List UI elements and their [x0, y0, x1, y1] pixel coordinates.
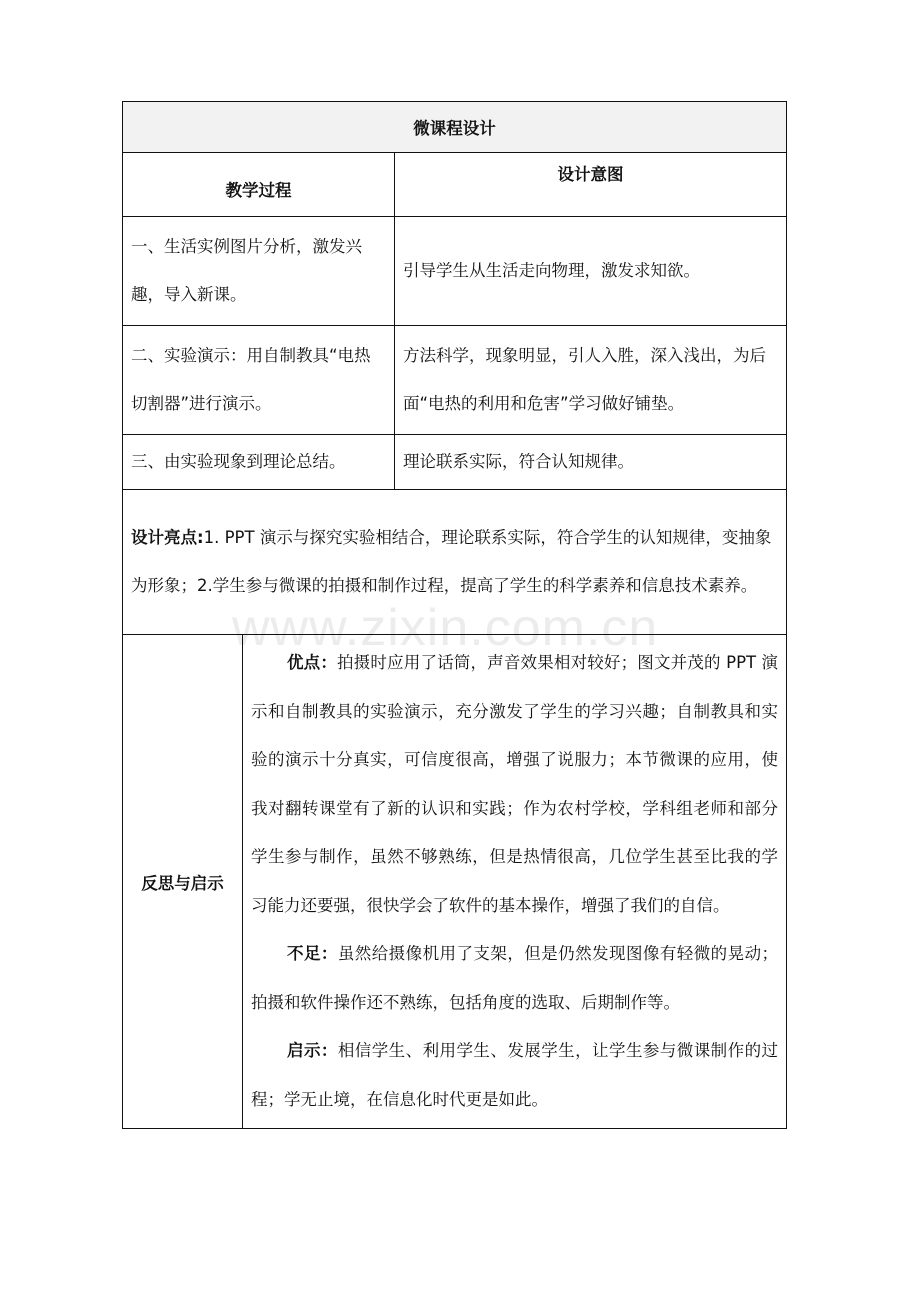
advantages-label: 优点：	[287, 653, 338, 672]
stage-cell: 一、生活实例图片分析，激发兴趣，导入新课。	[123, 217, 395, 326]
intent-cell: 方法科学，现象明显，引人入胜，深入浅出，为后面“电热的利用和危害”学习做好铺垫。	[395, 326, 787, 435]
table-title: 微课程设计	[123, 102, 787, 153]
title-row	[123, 102, 787, 153]
advantages-paragraph	[251, 639, 778, 930]
header-intent: 设计意图	[395, 153, 787, 217]
lesson-design-table	[122, 101, 787, 1129]
insights-label: 启示：	[287, 1041, 338, 1060]
stage-cell: 三、由实验现象到理论总结。	[123, 435, 395, 490]
highlights-text: 1. PPT 演示与探究实验相结合，理论联系实际，符合学生的认知规律，变抽象为形象；2.学生参与微课的拍摄和制作过程，提高了学生的科学素养和信息技术素养。	[131, 528, 772, 595]
table-row	[123, 217, 787, 326]
reflection-label: 反思与启示	[123, 635, 243, 1129]
header-row	[123, 153, 787, 217]
design-highlights	[123, 490, 787, 635]
highlights-label: 设计亮点:	[131, 528, 204, 547]
watermark: www.zixin.com.cn	[232, 599, 659, 657]
shortcomings-paragraph	[251, 930, 778, 1027]
table-row	[123, 435, 787, 490]
reflection-row	[123, 635, 787, 1129]
header-process: 教学过程	[123, 153, 395, 217]
insights-paragraph	[251, 1027, 778, 1124]
stage-cell: 二、实验演示：用自制教具“电热切割器”进行演示。	[123, 326, 395, 435]
highlights-row	[123, 490, 787, 635]
table-row	[123, 326, 787, 435]
advantages-text: 拍摄时应用了话筒，声音效果相对较好；图文并茂的 PPT 演示和自制教具的实验演示，充分激发了学生的学习兴趣；自制教具和实验的演示十分真实，可信度很高，增强了说服力；本节微课的应用，使我对翻转课堂有了新的认识和实践；作为农村学校，学科组老师和部分学生参与制作，虽然不够熟练，但是热情很高，几位学生甚至比我的学习能力还要强，很快学会了软件的基本操作，增强了我们的自信。	[251, 653, 779, 915]
shortcomings-text: 虽然给摄像机用了支架，但是仍然发现图像有轻微的晃动；拍摄和软件操作还不熟练，包括角度的选取、后期制作等。	[251, 944, 779, 1012]
reflection-content	[243, 635, 787, 1129]
shortcomings-label: 不足：	[287, 944, 338, 963]
insights-text: 相信学生、利用学生、发展学生，让学生参与微课制作的过程；学无止境，在信息化时代更是如此。	[251, 1041, 779, 1109]
intent-cell: 引导学生从生活走向物理，激发求知欲。	[395, 217, 787, 326]
intent-cell: 理论联系实际，符合认知规律。	[395, 435, 787, 490]
